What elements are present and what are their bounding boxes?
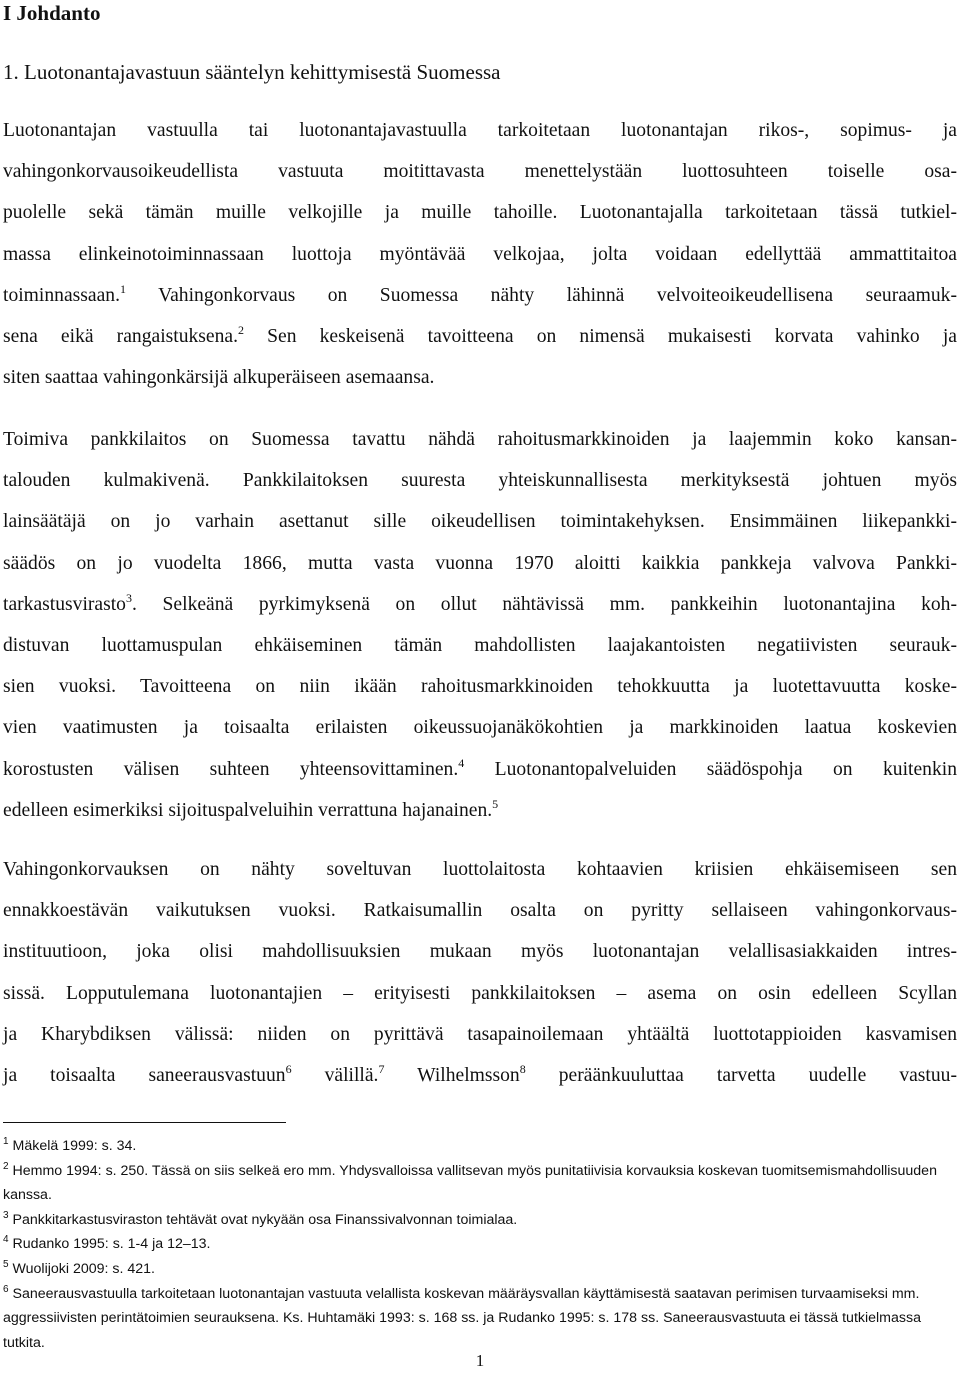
footnote-text: Hemmo 1994: s. 250. Tässä on siis selkeä ero mm. Yhdysvalloissa vallitsevan myös punitatiivisia korvauksia koskevan tuomitsemismahdollisuuden kanssa. xyxy=(3,1162,937,1204)
paragraph-2 xyxy=(3,419,957,831)
page-number: 1 xyxy=(475,1351,485,1370)
footnote-number: 1 xyxy=(3,1136,9,1147)
text-line xyxy=(3,584,957,625)
footnote-text: Mäkelä 1999: s. 34. xyxy=(12,1138,137,1154)
text-line: siten saattaa vahingonkärsijä alkuperäiseen asemaansa. xyxy=(3,367,435,389)
paragraph-1 xyxy=(3,110,957,398)
footnote-5 xyxy=(3,1257,958,1282)
footnote-text: Rudanko 1995: s. 1-4 ja 12–13. xyxy=(12,1236,211,1253)
footnote-ref-5: 5 xyxy=(492,796,499,811)
text-run: Sen keskeisenä tavoitteena on nimensä mukaisesti korvata vahinko ja xyxy=(244,326,957,348)
text-run: . Selkeänä pyrkimyksenä on ollut nähtävissä mm. pankkeihin luotonantajina koh- xyxy=(131,593,957,615)
text-run: tarkastusvirasto xyxy=(3,593,126,615)
text-line: ennakkoestävän vaikutuksen vuoksi. Ratkaisumallin osalta on pyritty sellaiseen vahingonkorvaus- xyxy=(3,900,957,922)
section-title: 1. Luotonantajavastuun sääntelyn kehittymisestä Suomessa xyxy=(3,60,501,84)
footnote-text: Wuolijoki 2009: s. 421. xyxy=(12,1260,156,1277)
footnote-ref-8: 8 xyxy=(519,1062,526,1077)
text-line: Toimiva pankkilaitos on Suomessa tavattu nähdä rahoitusmarkkinoiden ja laajemmin koko kansan- xyxy=(3,429,957,450)
text-run: Luotonantopalveluiden säädöspohja on kuitenkin xyxy=(464,758,957,780)
footnote-ref-4: 4 xyxy=(458,755,465,770)
text-line: puolelle sekä tämän muille velkojille ja muille tahoille. Luotonantajalla tarkoitetaan tässä tutkiel- xyxy=(3,202,957,224)
text-line xyxy=(3,790,957,831)
footnote-ref-3: 3 xyxy=(125,590,132,605)
text-line: sien vuoksi. Tavoitteena on niin ikään rahoitusmarkkinoiden tehokkuutta ja luotettavuutta koske- xyxy=(3,676,957,698)
text-line: vien vaatimusten ja toisaalta erilaisten oikeussuojanäkökohtien ja markkinoiden laatua koskevien xyxy=(3,717,957,739)
footnote-separator xyxy=(3,1122,286,1123)
footnote-number: 6 xyxy=(3,1283,9,1295)
text-line: vahingonkorvausoikeudellista vastuuta moitittavasta menettelystään luottosuhteen toiselle osa- xyxy=(3,161,957,183)
footnote-number: 3 xyxy=(3,1209,9,1221)
text-run: edelleen esimerkiksi sijoituspalveluihin verrattuna hajanainen. xyxy=(3,799,493,821)
text-line: instituutioon, joka olisi mahdollisuuksien mukaan myös luotonantajan velallisasiakkaiden intres- xyxy=(3,941,957,963)
footnote-1 xyxy=(3,1134,958,1159)
text-line xyxy=(3,749,957,790)
footnote-number: 5 xyxy=(3,1258,9,1270)
text-line: ja Kharybdiksen välissä: niiden on pyrittävä tasapainoilemaan yhtäältä luottotappioiden kasvamisen xyxy=(3,1023,957,1045)
footnote-4 xyxy=(3,1232,958,1257)
text-line: sissä. Lopputulemana luotonantajien – erityisesti pankkilaitoksen – asema on osin edelleen Scyllan xyxy=(3,982,957,1004)
text-run: välillä. xyxy=(291,1065,379,1087)
text-line: massa elinkeinotoiminnassaan luottoja myöntävää velkojaa, jolta voidaan edellyttää ammattitaitoa xyxy=(3,243,957,265)
footnote-ref-7: 7 xyxy=(378,1062,385,1077)
footnote-text: Pankkitarkastusviraston tehtävät ovat nykyään osa Finanssivalvonnan toimialaa. xyxy=(12,1211,518,1228)
text-line: distuvan luottamuspulan ehkäiseminen tämän mahdollisten laajakantoisten negatiivisten seurauk- xyxy=(3,635,957,657)
footnote-ref-6: 6 xyxy=(285,1062,292,1077)
text-run: ja toisaalta saneerausvastuun xyxy=(3,1065,286,1087)
text-run: peräänkuuluttaa tarvetta uudelle vastuu- xyxy=(525,1065,957,1087)
footnote-text: Saneerausvastuulla tarkoitetaan luotonantajan vastuuta velallista koskevan määräysvallan käyttämisestä saatavan perimisen turvaamiseksi mm. aggressiivisten perintätoimien seurauksena. Ks. Huhtamäki 1993: s. 168 ss. ja Rudanko 1995: s. 178 ss. Saneerausvastuuta ei tässä tutkielmassa tutkita. xyxy=(3,1285,921,1351)
paragraph-3 xyxy=(3,849,957,1096)
text-line: talouden kulmakivenä. Pankkilaitoksen suuresta yhteiskunnallisesta merkityksestä johtuen myös xyxy=(3,470,957,492)
footnote-number: 4 xyxy=(3,1234,9,1246)
footnote-3 xyxy=(3,1208,958,1233)
footnotes xyxy=(3,1134,958,1355)
text-run: sena eikä rangaistuksena. xyxy=(3,326,239,348)
footnote-2 xyxy=(3,1159,958,1208)
text-line xyxy=(3,275,957,316)
text-line: lainsäätäjä on jo varhain asettanut sille oikeudellisen toimintakehyksen. Ensimmäinen liikepankki- xyxy=(3,511,957,533)
footnote-6 xyxy=(3,1282,958,1356)
text-line: Luotonantajan vastuulla tai luotonantajavastuulla tarkoitetaan luotonantajan rikos-, sopimus- ja xyxy=(3,120,957,141)
text-line xyxy=(3,1055,957,1096)
chapter-title: I Johdanto xyxy=(3,1,101,25)
text-line xyxy=(3,316,957,357)
footnote-number: 2 xyxy=(3,1160,9,1172)
text-line: Vahingonkorvauksen on nähty soveltuvan luottolaitosta kohtaavien kriisien ehkäisemiseen sen xyxy=(3,859,957,880)
text-run: Vahingonkorvaus on Suomessa nähty lähinnä velvoiteoikeudellisena seuraamuk- xyxy=(126,284,957,306)
footnote-ref-2: 2 xyxy=(238,323,245,338)
text-run: toiminnassaan. xyxy=(3,284,120,306)
text-run: Wilhelmsson xyxy=(384,1065,520,1087)
text-line: säädös on jo vuodelta 1866, mutta vasta vuonna 1970 aloitti kaikkia pankkeja valvova Pankki- xyxy=(3,552,957,574)
footnote-ref-1: 1 xyxy=(120,281,126,296)
text-run: korostusten välisen suhteen yhteensovittaminen. xyxy=(3,758,459,780)
